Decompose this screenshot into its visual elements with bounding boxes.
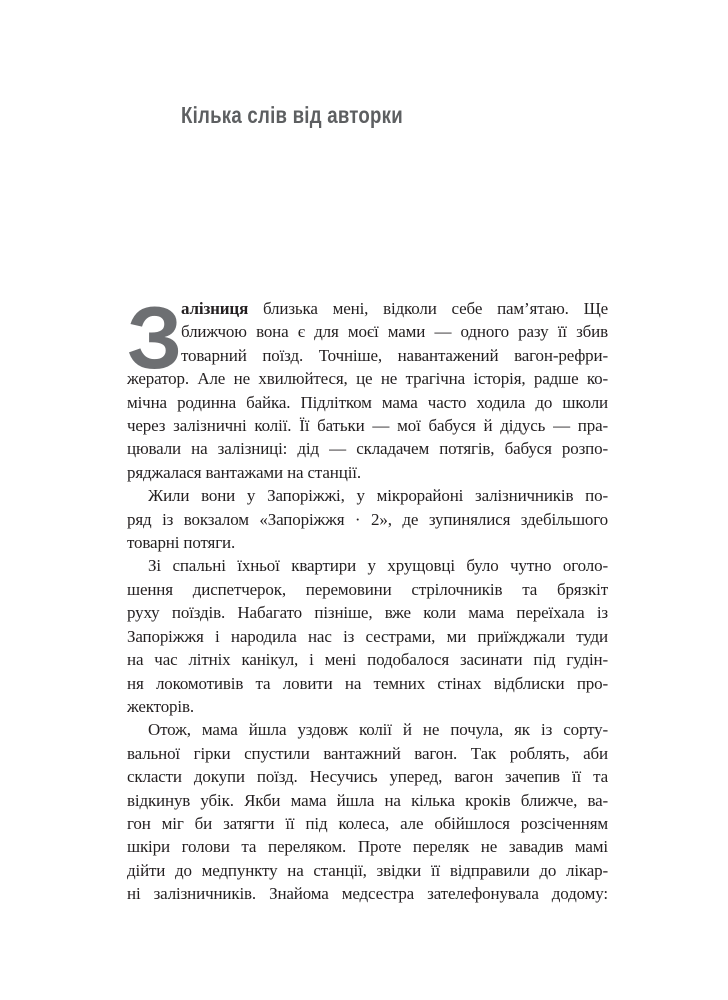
paragraph	[127, 484, 608, 554]
text-line: жератор. Але не хвилюйтеся, це не трагічна історія, радше ко-	[127, 369, 608, 389]
text-line: руху поїздів. Набагато пізніше, вже коли мама переїхала із	[127, 603, 608, 623]
paragraph	[127, 718, 608, 905]
text-line: жекторів.	[127, 696, 194, 716]
text-line: ближчою вона є для моєї мами — одного разу її збив	[181, 322, 608, 342]
chapter-heading: Кілька слів від авторки	[181, 102, 403, 129]
text-line: Запоріжжя і народила нас із сестрами, ми приїжджали туди	[127, 626, 608, 646]
text-line: цювали на залізниці: дід — складачем потягів, бабуся розпо-	[127, 439, 608, 459]
text-line: дійти до медпункту на станції, звідки її відправили до лікар-	[127, 860, 608, 880]
text-line: Отож, мама йшла уздовж колії й не почула, як із сорту-	[148, 720, 608, 740]
text-line: вальної гірки спустили вантажний вагон. Так роблять, аби	[127, 743, 608, 763]
text-line: ряд із вокзалом «Запоріжжя · 2», де зупинялися здебільшого	[127, 509, 608, 529]
text-line: відкинув убік. Якби мама йшла на кілька кроків ближче, ва-	[127, 790, 608, 810]
drop-cap: З	[127, 288, 182, 387]
text-line: ряджалася вантажами на станції.	[127, 462, 361, 482]
text-line: шення диспетчерок, перемовини стрілочників та брязкіт	[127, 579, 608, 599]
text-line: ня локомотивів та ловити на темних стінах відблиски про-	[127, 673, 608, 693]
text-block	[127, 288, 608, 906]
text-line: товарні потяги.	[127, 533, 236, 553]
text-line: алізниця близька мені, відколи себе пам’ятаю. Ще	[181, 299, 608, 318]
text-line: Зі спальні їхньої квартири у хрущовці було чутно оголо-	[148, 556, 608, 576]
text-line: скласти докупи поїзд. Несучись уперед, вагон зачепив її та	[127, 767, 608, 787]
text-line: на час літніх канікул, і мені подобалося засинати під гудін-	[127, 650, 608, 670]
text-line: ні залізничників. Знайома медсестра зателефонувала додому:	[127, 884, 608, 904]
text-line: гон міг би затягти її під колеса, але обійшлося розсіченням	[127, 813, 608, 833]
paragraph	[127, 288, 608, 484]
text-line: через залізничні колії. Її батьки — мої бабуся й дідусь — пра-	[127, 416, 608, 436]
text-line: шкіри голови та переляком. Проте переляк не завадив мамі	[127, 837, 608, 857]
paragraph	[127, 554, 608, 718]
text-line: товарний поїзд. Точніше, навантажений вагон-рефри-	[181, 345, 608, 365]
text-line: мічна родинна байка. Підлітком мама часто ходила до школи	[127, 392, 608, 412]
text-line: Жили вони у Запоріжжі, у мікрорайоні залізничників по-	[148, 486, 608, 506]
